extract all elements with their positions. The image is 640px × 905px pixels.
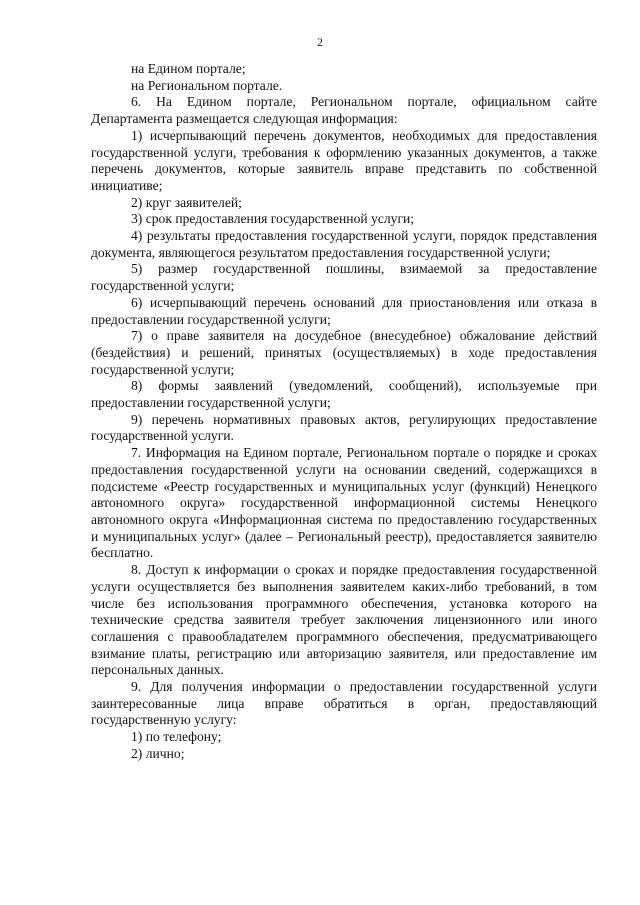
paragraph: 5) размер государственной пошлины, взимаемой за предоставление государственной услуги; (91, 261, 597, 294)
paragraph: 6) исчерпывающий перечень оснований для приостановления или отказа в предоставлении государственной услуги; (91, 294, 597, 327)
paragraph: 1) исчерпывающий перечень документов, необходимых для предоставления государственной услуги, требования к оформлению указанных документов, а также перечень документов, которые заявитель вправе представить по собственной инициативе; (91, 127, 597, 193)
paragraph: 9) перечень нормативных правовых актов, регулирующих предоставление государственной услуги. (91, 411, 597, 444)
paragraph: 7) о праве заявителя на досудебное (внесудебное) обжалование действий (бездействия) и решений, принятых (осуществляемых) в ходе предоставления государственной услуги; (91, 328, 597, 377)
paragraph: 3) срок предоставления государственной услуги; (131, 211, 415, 227)
paragraph: 9. Для получения информации о предоставлении государственной услуги заинтересованные лица вправе обратиться в орган, предоставляющий государственную услугу: (91, 679, 597, 728)
paragraph: 8) формы заявлений (уведомлений, сообщений), используемые при предоставлении государственной услуги; (91, 378, 597, 411)
document-body (91, 61, 597, 763)
paragraph: 2) круг заявителей; (131, 194, 242, 210)
paragraph: 7. Информация на Едином портале, Региональном портале о порядке и сроках предоставления государственной услуги на основании сведений, содержащихся в подсистеме «Реестр государственных и муниципальных услуг (функций) Ненецкого автономного округа» государственной информационной системы Ненецкого автономного округа «Информационная система по предоставлению государственных и муниципальных услуг» (далее – Региональный реестр), предоставляется заявителю бесплатно. (91, 445, 597, 561)
paragraph: на Едином портале; (131, 61, 246, 76)
paragraph: 4) результаты предоставления государственной услуги, порядок представления документа, являющегося результатом предоставления государственной услуги; (91, 228, 597, 260)
page-number: 2 (317, 37, 323, 49)
paragraph: 8. Доступ к информации о сроках и порядке предоставления государственной услуги осуществляется без выполнения заявителем каких-либо требований, в том числе без использования программного обеспечения, установка которого на технические средства заявителя требует заключения лицензионного или иного соглашения с правообладателем программного обеспечения, предусматривающего взимание платы, регистрацию или авторизацию заявителя, или предоставление им персональных данных. (91, 562, 597, 678)
paragraph: 1) по телефону; (131, 729, 222, 745)
paragraph: на Региональном портале. (131, 77, 283, 93)
paragraph: 6. На Едином портале, Региональном портале, официальном сайте Департамента размещается следующая информация: (91, 94, 597, 127)
paragraph: 2) лично; (131, 745, 185, 761)
